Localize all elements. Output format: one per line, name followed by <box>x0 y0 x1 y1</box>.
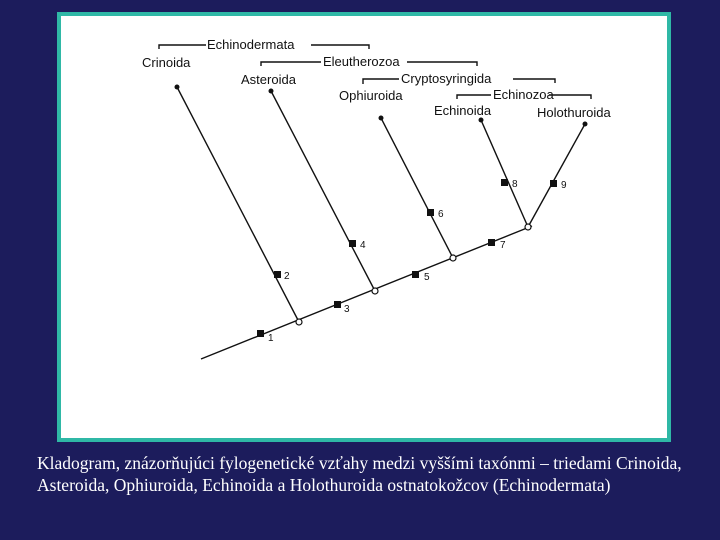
branch-echinoida <box>481 120 528 227</box>
tip-ophiuroida <box>379 116 384 121</box>
character-label-6: 6 <box>438 209 444 220</box>
bracket-echinozoa-right <box>549 95 591 99</box>
bracket-eleutherozoa-left <box>261 62 321 66</box>
character-label-7: 7 <box>500 240 506 251</box>
bracket-cryptosyringida-right <box>513 79 555 83</box>
character-label-4: 4 <box>360 240 366 251</box>
node-echinozoa <box>450 255 456 261</box>
node-eleutherozoa <box>296 319 302 325</box>
character-label-8: 8 <box>512 179 518 190</box>
tip-asteroida <box>269 89 274 94</box>
character-marker-8 <box>501 179 508 186</box>
character-marker-2 <box>274 271 281 278</box>
bracket-echinodermata-right <box>311 45 369 49</box>
character-marker-6 <box>427 209 434 216</box>
character-label-9: 9 <box>561 180 567 191</box>
taxon-label-echinoida: Echinoida <box>434 103 492 118</box>
branch-holothuroida <box>528 124 585 227</box>
branch-ophiuroida <box>381 118 453 258</box>
character-marker-5 <box>412 271 419 278</box>
character-label-3: 3 <box>344 304 350 315</box>
character-marker-9 <box>550 180 557 187</box>
taxon-label-holothuroida: Holothuroida <box>537 105 611 120</box>
cladogram <box>61 16 667 438</box>
taxon-label-crinoida: Crinoida <box>142 55 191 70</box>
character-label-5: 5 <box>424 272 430 283</box>
taxon-label-ophiuroida: Ophiuroida <box>339 88 403 103</box>
branch-asteroida <box>271 91 375 291</box>
character-marker-3 <box>334 301 341 308</box>
character-marker-4 <box>349 240 356 247</box>
figure-panel <box>57 12 671 442</box>
bracket-cryptosyringida-left <box>363 79 399 84</box>
bracket-echinodermata-left <box>159 45 206 49</box>
tip-echinoida <box>479 118 484 123</box>
tip-holothuroida <box>583 122 588 127</box>
clade-label-echinodermata: Echinodermata <box>207 37 295 52</box>
character-marker-1 <box>257 330 264 337</box>
clade-label-eleutherozoa: Eleutherozoa <box>323 54 400 69</box>
taxon-label-asteroida: Asteroida <box>241 72 296 87</box>
bracket-echinozoa-left <box>457 95 491 99</box>
figure-caption: Kladogram, znázorňujúci fylogenetické vzťahy medzi vyššími taxónmi – triedami Crinoida, Asteroida, Ophiuroida, Echinoida a Holothuroida ostnatokožcov (Echinodermata) <box>37 453 682 495</box>
branch-crinoida <box>177 87 299 322</box>
clade-label-echinozoa: Echinozoa <box>493 87 554 102</box>
cladogram-main-axis <box>201 226 532 359</box>
character-label-1: 1 <box>268 333 274 344</box>
character-label-2: 2 <box>284 271 290 282</box>
bracket-eleutherozoa-right <box>407 62 477 66</box>
clade-label-cryptosyringida: Cryptosyringida <box>401 71 492 86</box>
character-marker-7 <box>488 239 495 246</box>
node-echinoida-holothuroida <box>525 224 531 230</box>
tip-crinoida <box>175 85 180 90</box>
node-cryptosyringida <box>372 288 378 294</box>
